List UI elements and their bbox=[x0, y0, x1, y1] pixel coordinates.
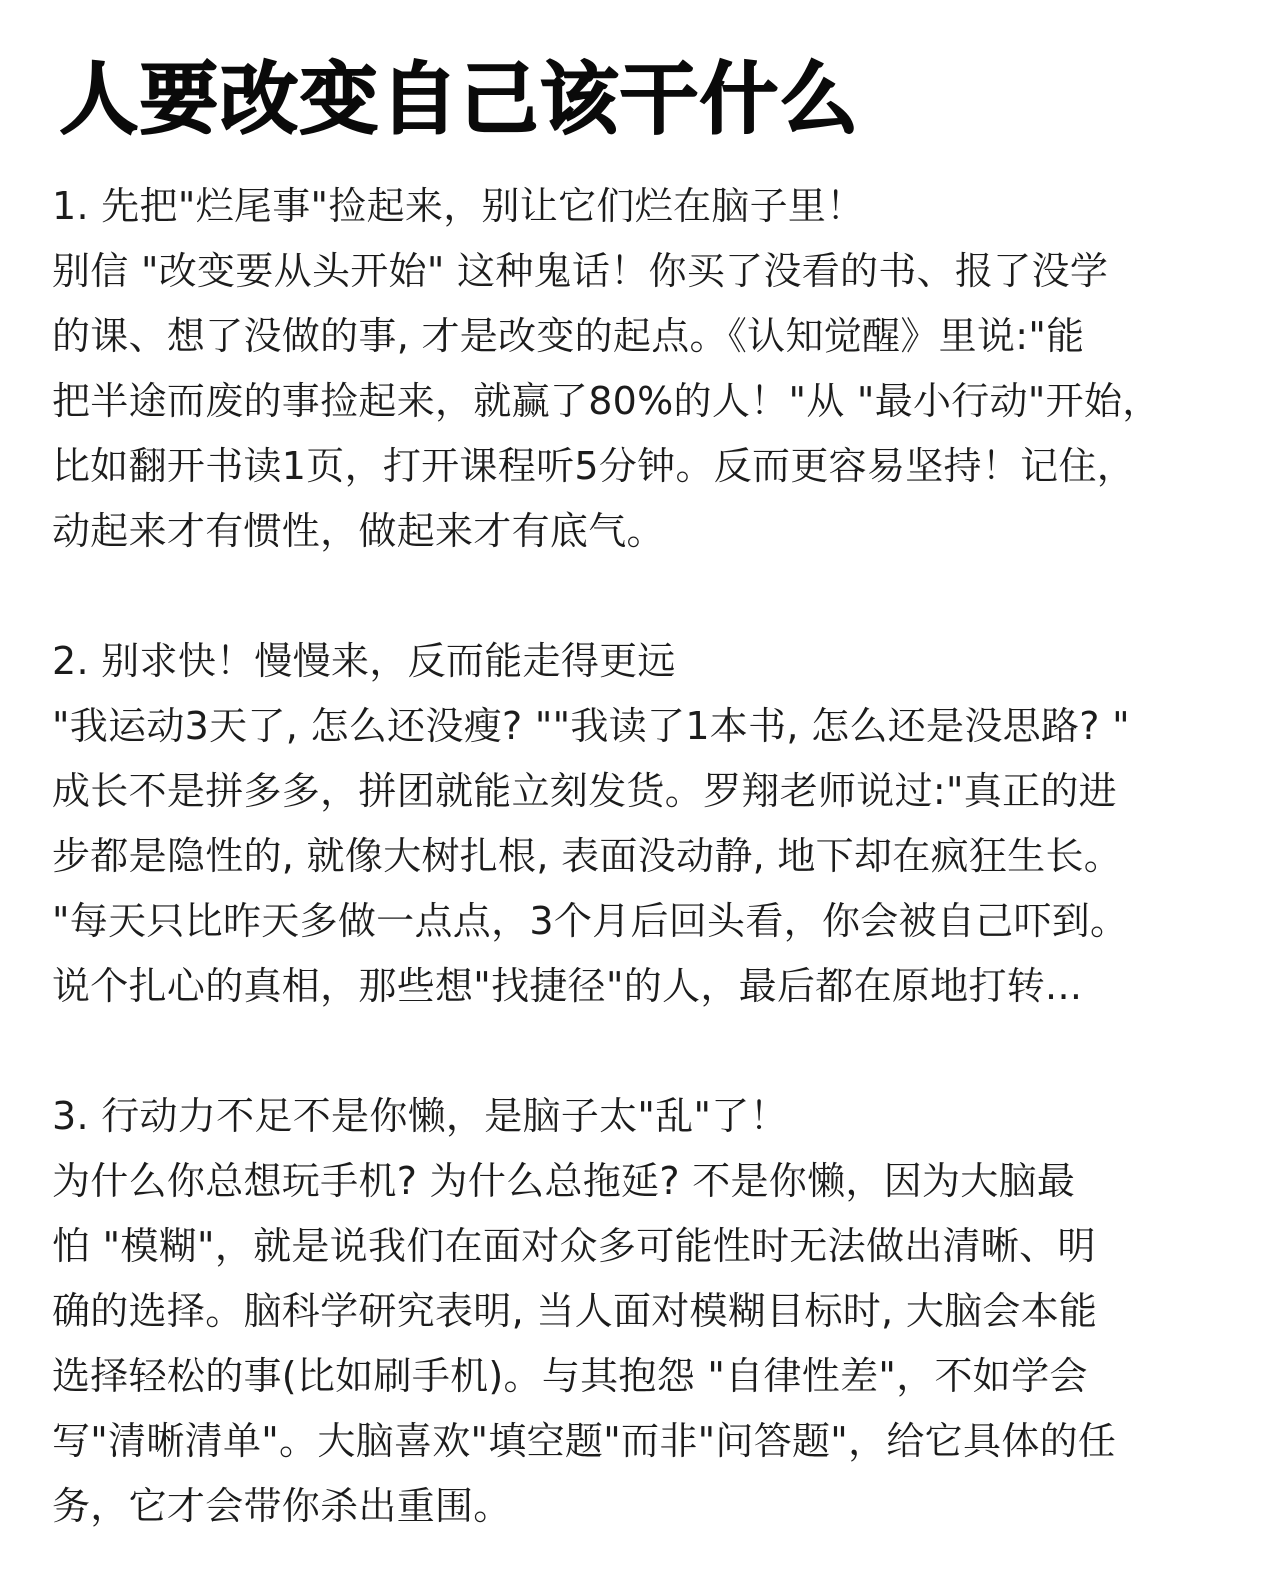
paragraph-line: 选择轻松的事(比如刷手机)。与其抱怨 "自律性差"，不如学会 bbox=[52, 1354, 1088, 1398]
section-heading: 1. 先把"烂尾事"捡起来，别让它们烂在脑子里！ bbox=[52, 184, 865, 228]
paragraph-line: 动起来才有惯性，做起来才有底气。 bbox=[52, 509, 665, 553]
section-1 bbox=[52, 174, 1244, 564]
paragraph-line: "每天只比昨天多做一点点，3个月后回头看，你会被自己吓到。 bbox=[52, 899, 1129, 943]
paragraph-line: 别信 "改变要从头开始" 这种鬼话！你买了没看的书、报了没学 bbox=[52, 249, 1109, 293]
paragraph-line: 怕 "模糊"，就是说我们在面对众多可能性时无法做出清晰、明 bbox=[52, 1224, 1096, 1268]
paragraph-line: 说个扎心的真相，那些想"找捷径"的人，最后都在原地打转... bbox=[52, 964, 1083, 1008]
paragraph-line: 务，它才会带你杀出重围。 bbox=[52, 1484, 512, 1528]
paragraph-line: 为什么你总想玩手机? 为什么总拖延? 不是你懒，因为大脑最 bbox=[52, 1159, 1076, 1203]
paragraph-line: "我运动3天了, 怎么还没瘦? ""我读了1本书, 怎么还是没思路? " bbox=[52, 704, 1130, 748]
section-heading: 3. 行动力不足不是你懒，是脑子太"乱"了！ bbox=[52, 1094, 788, 1138]
paragraph-line: 把半途而废的事捡起来，就赢了80%的人！"从 "最小行动"开始， bbox=[52, 379, 1161, 423]
paragraph-line: 成长不是拼多多，拼团就能立刻发货。罗翔老师说过:"真正的进 bbox=[52, 769, 1117, 813]
paragraph-line: 步都是隐性的, 就像大树扎根, 表面没动静, 地下却在疯狂生长。 bbox=[52, 834, 1123, 878]
paragraph-line: 确的选择。脑科学研究表明, 当人面对模糊目标时, 大脑会本能 bbox=[52, 1289, 1098, 1333]
section-2 bbox=[52, 629, 1244, 1019]
paragraph-line: 比如翻开书读1页，打开课程听5分钟。反而更容易坚持！记住， bbox=[52, 444, 1136, 488]
section-3 bbox=[52, 1084, 1244, 1539]
page-title: 人要改变自己该干什么 bbox=[60, 55, 861, 145]
paragraph-line: 写"清晰清单"。大脑喜欢"填空题"而非"问答题"，给它具体的任 bbox=[52, 1419, 1117, 1463]
paragraph-line: 的课、想了没做的事, 才是改变的起点。《认知觉醒》里说:"能 bbox=[52, 314, 1085, 358]
section-heading: 2. 别求快！慢慢来，反而能走得更远 bbox=[52, 639, 676, 683]
